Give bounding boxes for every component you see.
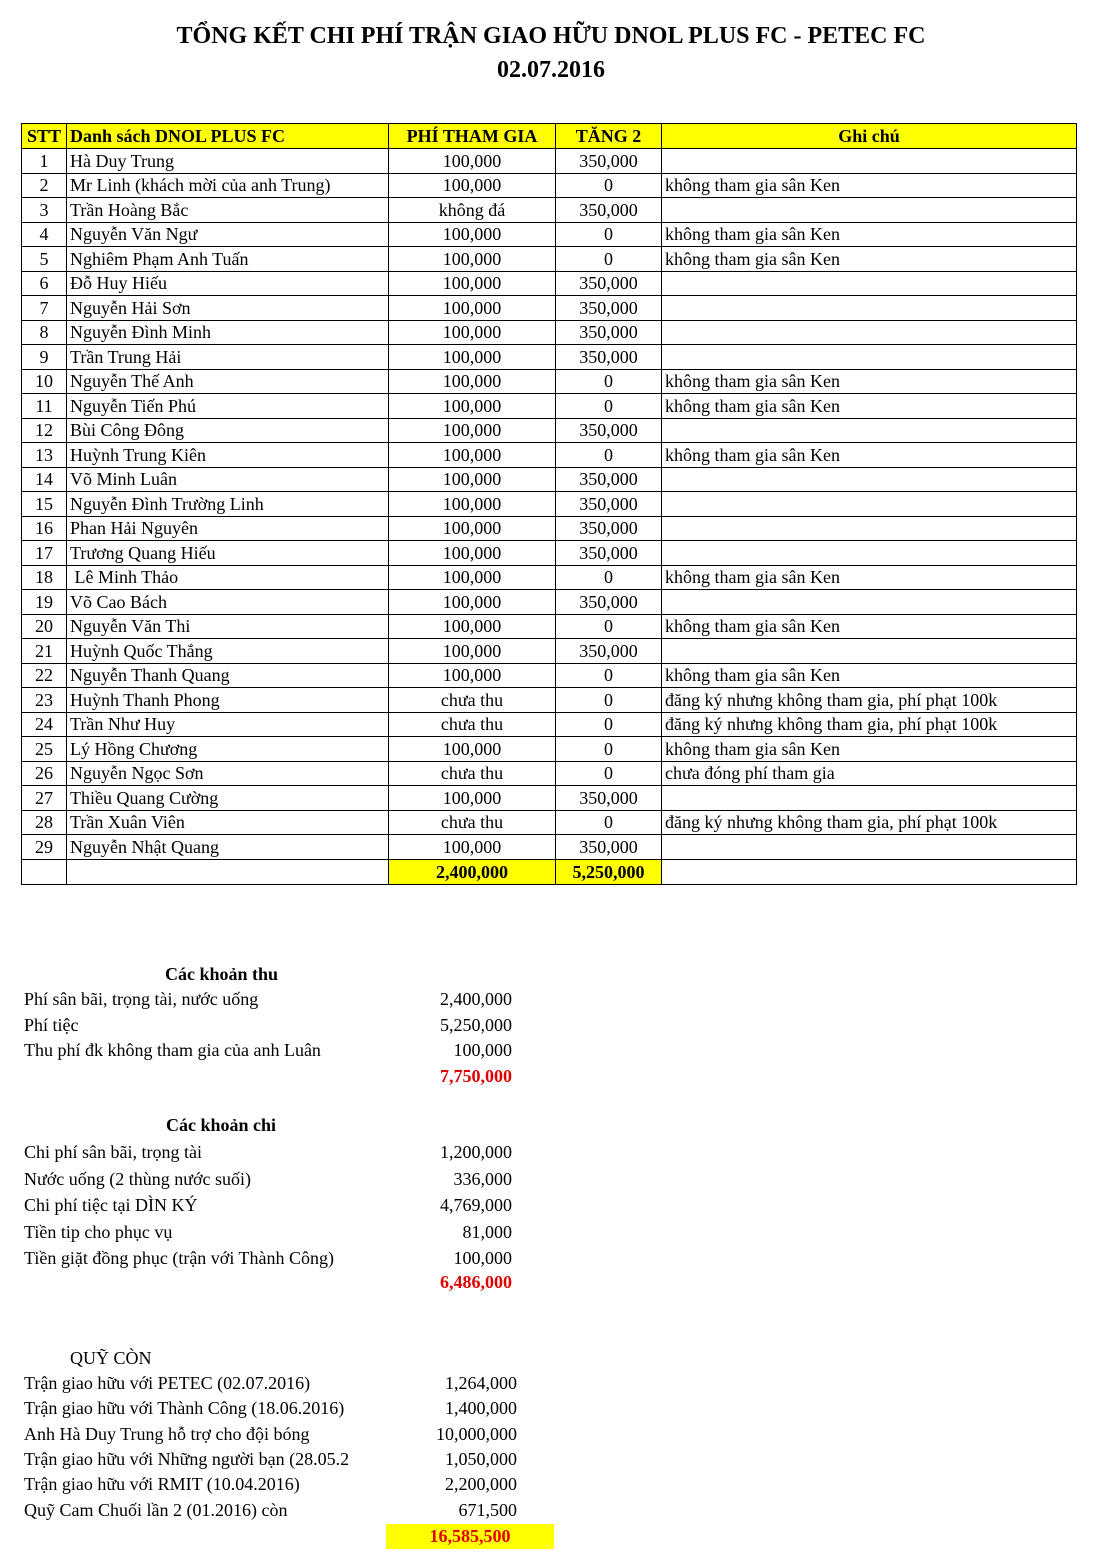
cell-tang2: 350,000 — [556, 639, 662, 664]
expense-item-amount: 4,769,000 — [440, 1195, 512, 1215]
cell-tang2: 350,000 — [556, 149, 662, 174]
cell-fee: 100,000 — [389, 394, 556, 419]
cell-fee: 100,000 — [389, 663, 556, 688]
cell-note: không tham gia sân Ken — [662, 247, 1077, 272]
expense-item-label: Tiền giặt đồng phục (trận với Thành Công) — [24, 1248, 334, 1268]
income-heading: Các khoản thu — [165, 964, 279, 984]
table-row — [22, 345, 1077, 370]
cell-stt: 15 — [22, 492, 67, 517]
table-row — [22, 173, 1077, 198]
cell-note — [662, 590, 1077, 615]
table-row — [22, 296, 1077, 321]
cell-name: Mr Linh (khách mời của anh Trung) — [67, 173, 389, 198]
cell-name: Trương Quang Hiếu — [67, 541, 389, 566]
fund-item-amount: 1,400,000 — [445, 1398, 517, 1419]
cell-fee: 100,000 — [389, 590, 556, 615]
cell-tang2: 350,000 — [556, 516, 662, 541]
cell-fee: 100,000 — [389, 369, 556, 394]
cell-note: đăng ký nhưng không tham gia, phí phạt 100k — [662, 712, 1077, 737]
cell-tang2: 0 — [556, 173, 662, 198]
cell-stt: 17 — [22, 541, 67, 566]
cell-stt: 28 — [22, 810, 67, 835]
cell-note — [662, 639, 1077, 664]
cell-note — [662, 492, 1077, 517]
cell-fee: 100,000 — [389, 541, 556, 566]
cell-note — [662, 516, 1077, 541]
expense-item-amount: 1,200,000 — [440, 1142, 512, 1162]
cell-fee: 100,000 — [389, 786, 556, 811]
cell-name: Trần Trung Hải — [67, 345, 389, 370]
income-item-label: Thu phí đk không tham gia của anh Luân — [24, 1040, 321, 1060]
table-row — [22, 247, 1077, 272]
cell-note: không tham gia sân Ken — [662, 737, 1077, 762]
table-row — [22, 320, 1077, 345]
cell-name: Phan Hải Nguyên — [67, 516, 389, 541]
header-note: Ghi chú — [662, 124, 1077, 149]
cell-stt: 7 — [22, 296, 67, 321]
cell-tang2: 0 — [556, 247, 662, 272]
table-row — [22, 541, 1077, 566]
cell-note — [662, 320, 1077, 345]
cell-fee: 100,000 — [389, 492, 556, 517]
cell-fee: không đá — [389, 198, 556, 223]
cell-stt: 8 — [22, 320, 67, 345]
income-item-label: Phí tiệc — [24, 1014, 79, 1035]
cell-tang2: 350,000 — [556, 467, 662, 492]
table-row — [22, 369, 1077, 394]
cell-tang2: 0 — [556, 712, 662, 737]
cell-stt: 6 — [22, 271, 67, 296]
cell-tang2: 350,000 — [556, 541, 662, 566]
cell-note: không tham gia sân Ken — [662, 173, 1077, 198]
cell-tang2: 0 — [556, 810, 662, 835]
cell-note — [662, 786, 1077, 811]
cell-tang2: 0 — [556, 394, 662, 419]
table-row — [22, 222, 1077, 247]
cell-stt: 11 — [22, 394, 67, 419]
page-title: TỔNG KẾT CHI PHÍ TRẬN GIAO HỮU DNOL PLUS FC - PETEC FC — [176, 23, 926, 49]
income-item-amount: 5,250,000 — [440, 1014, 512, 1035]
expense-item-amount: 100,000 — [453, 1248, 512, 1268]
expense-total: 6,486,000 — [440, 1272, 512, 1292]
fund-item-label: Anh Hà Duy Trung hỗ trợ cho đội bóng — [24, 1423, 310, 1444]
cell-stt: 16 — [22, 516, 67, 541]
cell-fee: 100,000 — [389, 835, 556, 860]
cell-stt: 4 — [22, 222, 67, 247]
roster-table — [21, 123, 1077, 885]
cell-stt: 24 — [22, 712, 67, 737]
cell-stt: 10 — [22, 369, 67, 394]
header-tang2: TĂNG 2 — [556, 124, 662, 149]
table-row — [22, 492, 1077, 517]
expense-item-label: Tiền tip cho phục vụ — [24, 1221, 173, 1242]
cell-fee: 100,000 — [389, 222, 556, 247]
expense-item-amount: 81,000 — [462, 1221, 512, 1242]
cell-tang2: 350,000 — [556, 345, 662, 370]
cell-tang2: 350,000 — [556, 835, 662, 860]
cell-tang2: 0 — [556, 369, 662, 394]
fund-item-label: Trận giao hữu với Những người bạn (28.05.2 — [24, 1448, 350, 1469]
cell-fee: 100,000 — [389, 737, 556, 762]
header-stt: STT — [22, 124, 67, 149]
cell-fee: 100,000 — [389, 247, 556, 272]
cell-fee: 100,000 — [389, 565, 556, 590]
cell-tang2: 0 — [556, 737, 662, 762]
table-row — [22, 663, 1077, 688]
cell-name: Nghiêm Phạm Anh Tuấn — [67, 247, 389, 272]
fund-item-amount: 1,264,000 — [445, 1373, 517, 1393]
cell-name: Nguyễn Nhật Quang — [67, 835, 389, 860]
header-fee: PHÍ THAM GIA — [389, 124, 556, 149]
cell-note — [662, 198, 1077, 223]
cell-name: Nguyễn Ngọc Sơn — [67, 761, 389, 786]
table-row — [22, 761, 1077, 786]
cell-fee: 100,000 — [389, 443, 556, 468]
cell-tang2: 350,000 — [556, 590, 662, 615]
cell-fee: chưa thu — [389, 712, 556, 737]
cell-stt: 20 — [22, 614, 67, 639]
cell-name: Nguyễn Tiến Phú — [67, 394, 389, 419]
cell-fee: 100,000 — [389, 345, 556, 370]
fund-item-amount: 1,050,000 — [445, 1448, 517, 1469]
table-row — [22, 443, 1077, 468]
cell-tang2: 350,000 — [556, 492, 662, 517]
cell-note — [662, 296, 1077, 321]
cell-tang2: 0 — [556, 614, 662, 639]
expense-item-label: Chi phí sân bãi, trọng tài — [24, 1142, 202, 1162]
cell-stt: 26 — [22, 761, 67, 786]
table-row — [22, 810, 1077, 835]
cell-name: Nguyễn Thanh Quang — [67, 663, 389, 688]
table-row — [22, 786, 1077, 811]
cell-fee: 100,000 — [389, 516, 556, 541]
cell-note — [662, 345, 1077, 370]
fund-item-label: Trận giao hữu với Thành Công (18.06.2016) — [24, 1398, 345, 1419]
cell-tang2: 0 — [556, 443, 662, 468]
cell-stt: 1 — [22, 149, 67, 174]
header-name: Danh sách DNOL PLUS FC — [67, 124, 389, 149]
fund-item-label: Quỹ Cam Chuối lần 2 (01.2016) còn — [24, 1499, 288, 1520]
cell-note — [662, 467, 1077, 492]
cell-note: không tham gia sân Ken — [662, 565, 1077, 590]
table-row — [22, 614, 1077, 639]
cell-fee: 100,000 — [389, 149, 556, 174]
cell-fee: 100,000 — [389, 639, 556, 664]
table-row — [22, 394, 1077, 419]
cell-name: Lê Minh Thảo — [67, 565, 389, 590]
cell-fee: 100,000 — [389, 320, 556, 345]
cell-tang2: 0 — [556, 565, 662, 590]
table-row — [22, 565, 1077, 590]
table-row — [22, 198, 1077, 223]
cell-name: Nguyễn Hải Sơn — [67, 296, 389, 321]
expense-item-label: Chi phí tiệc tại DÌN KÝ — [24, 1195, 198, 1215]
total-tang2: 5,250,000 — [556, 859, 662, 884]
cell-name: Võ Minh Luân — [67, 467, 389, 492]
cell-note: không tham gia sân Ken — [662, 222, 1077, 247]
cell-stt: 22 — [22, 663, 67, 688]
cell-note: không tham gia sân Ken — [662, 614, 1077, 639]
cell-tang2: 350,000 — [556, 271, 662, 296]
cell-stt: 5 — [22, 247, 67, 272]
fund-item-label: Trận giao hữu với PETEC (02.07.2016) — [24, 1373, 311, 1393]
cell-tang2: 350,000 — [556, 296, 662, 321]
fund-item-amount: 671,500 — [458, 1499, 517, 1520]
cell-note — [662, 418, 1077, 443]
cell-tang2: 350,000 — [556, 786, 662, 811]
cell-tang2: 350,000 — [556, 320, 662, 345]
cell-note: không tham gia sân Ken — [662, 369, 1077, 394]
cell-fee: 100,000 — [389, 467, 556, 492]
cell-tang2: 0 — [556, 222, 662, 247]
cell-stt: 29 — [22, 835, 67, 860]
cell-stt: 2 — [22, 173, 67, 198]
cell-stt: 14 — [22, 467, 67, 492]
cell-note: đăng ký nhưng không tham gia, phí phạt 100k — [662, 688, 1077, 713]
income-item-amount: 100,000 — [453, 1040, 512, 1060]
cell-tang2: 350,000 — [556, 418, 662, 443]
table-row — [22, 516, 1077, 541]
cell-stt: 19 — [22, 590, 67, 615]
cell-note: chưa đóng phí tham gia — [662, 761, 1077, 786]
cell-tang2: 0 — [556, 688, 662, 713]
cell-name: Hà Duy Trung — [67, 149, 389, 174]
cell-name: Nguyễn Đình Minh — [67, 320, 389, 345]
cell-fee: 100,000 — [389, 271, 556, 296]
cell-name: Trần Xuân Viên — [67, 810, 389, 835]
cell-fee: chưa thu — [389, 688, 556, 713]
table-row — [22, 737, 1077, 762]
fund-item-label: Trận giao hữu với RMIT (10.04.2016) — [24, 1474, 300, 1495]
expense-item-label: Nước uống (2 thùng nước suối) — [24, 1168, 252, 1189]
cell-stt: 18 — [22, 565, 67, 590]
cell-name: Bùi Công Đông — [67, 418, 389, 443]
cell-name: Trần Như Huy — [67, 712, 389, 737]
cell-note: không tham gia sân Ken — [662, 443, 1077, 468]
cell-stt: 23 — [22, 688, 67, 713]
income-item-amount: 2,400,000 — [440, 989, 512, 1009]
cell-name: Võ Cao Bách — [67, 590, 389, 615]
cell-fee: 100,000 — [389, 296, 556, 321]
cell-note — [662, 149, 1077, 174]
cell-name: Nguyễn Văn Thi — [67, 614, 389, 639]
cell-stt: 9 — [22, 345, 67, 370]
cell-tang2: 350,000 — [556, 198, 662, 223]
expense-item-amount: 336,000 — [453, 1168, 512, 1189]
table-row — [22, 271, 1077, 296]
cell-name: Lý Hồng Chương — [67, 737, 389, 762]
expense-heading: Các khoản chi — [166, 1115, 277, 1135]
cell-stt: 13 — [22, 443, 67, 468]
table-row — [22, 418, 1077, 443]
cell-name: Thiều Quang Cường — [67, 786, 389, 811]
cell-name: Nguyễn Thế Anh — [67, 369, 389, 394]
cell-fee: chưa thu — [389, 810, 556, 835]
table-row — [22, 688, 1077, 713]
fund-item-amount: 2,200,000 — [445, 1474, 517, 1495]
table-row — [22, 149, 1077, 174]
cell-name: Nguyễn Văn Ngư — [67, 222, 389, 247]
table-row — [22, 639, 1077, 664]
total-fee: 2,400,000 — [389, 859, 556, 884]
table-row — [22, 712, 1077, 737]
cell-stt: 27 — [22, 786, 67, 811]
cell-fee: 100,000 — [389, 173, 556, 198]
cell-tang2: 0 — [556, 663, 662, 688]
table-total-row — [22, 859, 1077, 884]
cell-note: không tham gia sân Ken — [662, 663, 1077, 688]
table-row — [22, 467, 1077, 492]
cell-note: không tham gia sân Ken — [662, 394, 1077, 419]
cell-tang2: 0 — [556, 761, 662, 786]
table-row — [22, 835, 1077, 860]
cell-fee: 100,000 — [389, 614, 556, 639]
cell-name: Huỳnh Quốc Thắng — [67, 639, 389, 664]
cell-note: đăng ký nhưng không tham gia, phí phạt 100k — [662, 810, 1077, 835]
page-date: 02.07.2016 — [497, 57, 605, 83]
fund-heading: QUỸ CÒN — [70, 1348, 152, 1368]
cell-name: Đỗ Huy Hiếu — [67, 271, 389, 296]
fund-item-amount: 10,000,000 — [436, 1423, 517, 1444]
cell-note — [662, 835, 1077, 860]
cell-stt: 12 — [22, 418, 67, 443]
income-total: 7,750,000 — [440, 1066, 512, 1086]
cell-note — [662, 541, 1077, 566]
cell-fee: chưa thu — [389, 761, 556, 786]
cell-name: Huỳnh Trung Kiên — [67, 443, 389, 468]
cell-stt: 21 — [22, 639, 67, 664]
cell-stt: 25 — [22, 737, 67, 762]
table-row — [22, 590, 1077, 615]
cell-name: Huỳnh Thanh Phong — [67, 688, 389, 713]
cell-name: Trần Hoàng Bắc — [67, 198, 389, 223]
cell-fee: 100,000 — [389, 418, 556, 443]
cell-name: Nguyễn Đình Trường Linh — [67, 492, 389, 517]
table-header-row — [22, 124, 1077, 149]
fund-total: 16,585,500 — [386, 1524, 554, 1549]
cell-note — [662, 271, 1077, 296]
income-item-label: Phí sân bãi, trọng tài, nước uống — [24, 989, 259, 1009]
cell-stt: 3 — [22, 198, 67, 223]
